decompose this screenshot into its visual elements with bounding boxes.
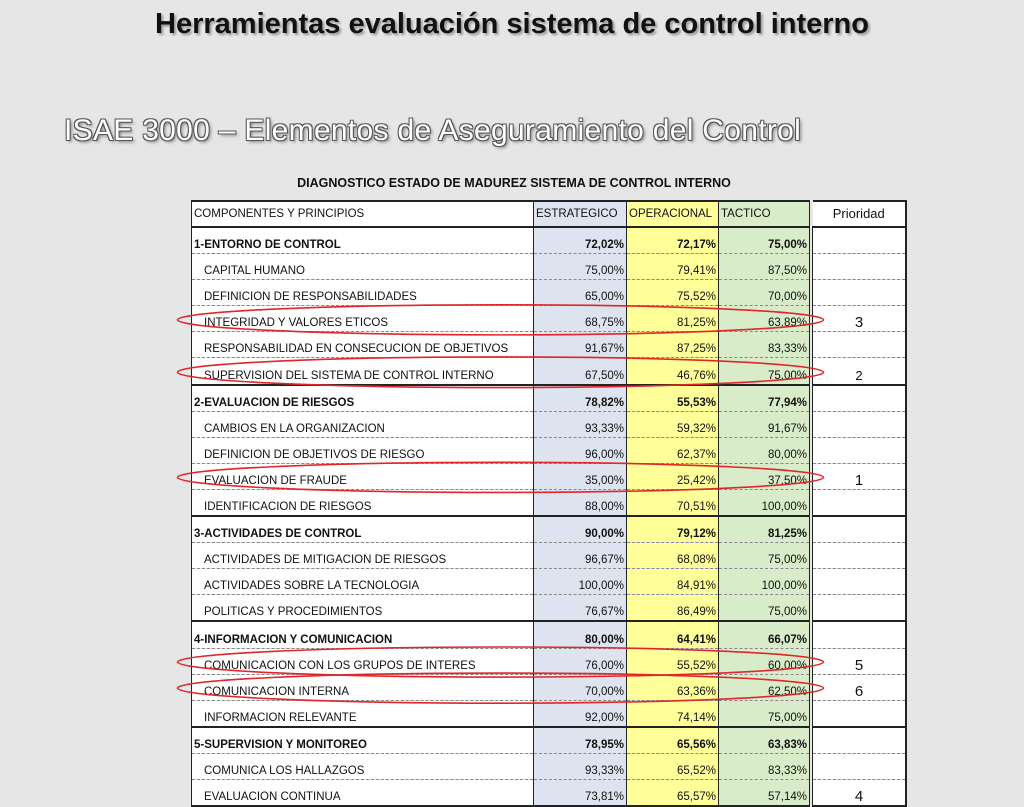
- row-tactico-cell: 83,33%: [719, 332, 810, 358]
- row-operacional-cell: 74,14%: [627, 700, 719, 727]
- row-estrategico-cell: 91,67%: [534, 332, 627, 358]
- row-prioridad-cell: [813, 227, 907, 254]
- row-tactico-cell: 75,00%: [719, 358, 810, 385]
- table-row: [192, 569, 907, 595]
- row-name-cell: DEFINICION DE RESPONSABILIDADES: [192, 280, 534, 306]
- table-row: [192, 358, 907, 385]
- table-row: [192, 280, 907, 306]
- row-name-cell: CAPITAL HUMANO: [192, 254, 534, 280]
- row-operacional-cell: 68,08%: [627, 543, 719, 569]
- row-tactico-cell: 63,89%: [719, 306, 810, 332]
- row-name-cell: POLITICAS Y PROCEDIMIENTOS: [192, 595, 534, 622]
- row-name-cell: EVALUACION DE FRAUDE: [192, 463, 534, 489]
- row-prioridad-cell: 5: [813, 648, 907, 674]
- row-name-cell: INTEGRIDAD Y VALORES ETICOS: [192, 306, 534, 332]
- row-name-cell: CAMBIOS EN LA ORGANIZACION: [192, 411, 534, 437]
- table-row: [192, 332, 907, 358]
- row-prioridad-cell: [813, 727, 907, 754]
- table-group-row: [192, 621, 907, 648]
- row-tactico-cell: 75,00%: [719, 227, 810, 254]
- row-tactico-cell: 75,00%: [719, 700, 810, 727]
- row-estrategico-cell: 93,33%: [534, 753, 627, 779]
- row-prioridad-cell: [813, 595, 907, 622]
- table-row: [192, 306, 907, 332]
- row-estrategico-cell: 68,75%: [534, 306, 627, 332]
- row-operacional-cell: 25,42%: [627, 463, 719, 489]
- row-prioridad-cell: [813, 332, 907, 358]
- row-prioridad-cell: [813, 543, 907, 569]
- row-name-cell: COMUNICACION CON LOS GRUPOS DE INTERES: [192, 648, 534, 674]
- row-name-cell: IDENTIFICACION DE RIESGOS: [192, 489, 534, 516]
- row-operacional-cell: 70,51%: [627, 489, 719, 516]
- row-operacional-cell: 86,49%: [627, 595, 719, 622]
- row-name-cell: 2-EVALUACION DE RIESGOS: [192, 385, 534, 412]
- row-tactico-cell: 81,25%: [719, 516, 810, 543]
- row-tactico-cell: 77,94%: [719, 385, 810, 412]
- row-estrategico-cell: 88,00%: [534, 489, 627, 516]
- row-operacional-cell: 62,37%: [627, 437, 719, 463]
- table-row: [192, 463, 907, 489]
- row-tactico-cell: 87,50%: [719, 254, 810, 280]
- row-prioridad-cell: 6: [813, 674, 907, 700]
- row-tactico-cell: 83,33%: [719, 753, 810, 779]
- row-tactico-cell: 37,50%: [719, 463, 810, 489]
- header-tactico: TACTICO: [719, 201, 810, 227]
- row-tactico-cell: 57,14%: [719, 779, 810, 806]
- table-row: [192, 648, 907, 674]
- row-operacional-cell: 59,32%: [627, 411, 719, 437]
- row-estrategico-cell: 72,02%: [534, 227, 627, 254]
- row-prioridad-cell: [813, 516, 907, 543]
- row-name-cell: COMUNICACION INTERNA: [192, 674, 534, 700]
- header-prioridad: Prioridad: [813, 201, 907, 227]
- row-operacional-cell: 87,25%: [627, 332, 719, 358]
- table-row: [192, 595, 907, 622]
- row-tactico-cell: 66,07%: [719, 621, 810, 648]
- row-prioridad-cell: 4: [813, 779, 907, 806]
- row-name-cell: 1-ENTORNO DE CONTROL: [192, 227, 534, 254]
- row-tactico-cell: 63,83%: [719, 727, 810, 754]
- row-tactico-cell: 80,00%: [719, 437, 810, 463]
- row-operacional-cell: 79,12%: [627, 516, 719, 543]
- row-prioridad-cell: [813, 489, 907, 516]
- row-operacional-cell: 72,17%: [627, 227, 719, 254]
- row-estrategico-cell: 70,00%: [534, 674, 627, 700]
- row-name-cell: EVALUACION CONTINUA: [192, 779, 534, 806]
- row-name-cell: INFORMACION RELEVANTE: [192, 700, 534, 727]
- row-name-cell: RESPONSABILIDAD EN CONSECUCION DE OBJETIVOS: [192, 332, 534, 358]
- row-estrategico-cell: 90,00%: [534, 516, 627, 543]
- row-estrategico-cell: 73,81%: [534, 779, 627, 806]
- table-row: [192, 753, 907, 779]
- row-operacional-cell: 64,41%: [627, 621, 719, 648]
- row-tactico-cell: 100,00%: [719, 569, 810, 595]
- maturity-table-container: [191, 200, 907, 807]
- row-estrategico-cell: 75,00%: [534, 254, 627, 280]
- table-group-row: [192, 516, 907, 543]
- row-name-cell: 3-ACTIVIDADES DE CONTROL: [192, 516, 534, 543]
- table-group-row: [192, 385, 907, 412]
- row-prioridad-cell: [813, 385, 907, 412]
- row-prioridad-cell: [813, 700, 907, 727]
- table-group-row: [192, 727, 907, 754]
- row-tactico-cell: 70,00%: [719, 280, 810, 306]
- row-estrategico-cell: 96,00%: [534, 437, 627, 463]
- row-estrategico-cell: 100,00%: [534, 569, 627, 595]
- row-operacional-cell: 81,25%: [627, 306, 719, 332]
- row-name-cell: SUPERVISION DEL SISTEMA DE CONTROL INTERNO: [192, 358, 534, 385]
- row-operacional-cell: 55,53%: [627, 385, 719, 412]
- row-estrategico-cell: 76,67%: [534, 595, 627, 622]
- row-operacional-cell: 46,76%: [627, 358, 719, 385]
- header-operacional: OPERACIONAL: [627, 201, 719, 227]
- row-prioridad-cell: 1: [813, 463, 907, 489]
- table-body: [192, 227, 907, 806]
- table-header-row: [192, 201, 907, 227]
- row-tactico-cell: 75,00%: [719, 595, 810, 622]
- slide-subtitle: ISAE 3000 – Elementos de Aseguramiento del Control: [64, 114, 802, 147]
- table-row: [192, 779, 907, 806]
- row-tactico-cell: 60,00%: [719, 648, 810, 674]
- row-operacional-cell: 75,52%: [627, 280, 719, 306]
- row-estrategico-cell: 80,00%: [534, 621, 627, 648]
- table-group-row: [192, 227, 907, 254]
- row-estrategico-cell: 93,33%: [534, 411, 627, 437]
- table-caption: DIAGNOSTICO ESTADO DE MADUREZ SISTEMA DE CONTROL INTERNO: [297, 176, 731, 190]
- row-estrategico-cell: 78,95%: [534, 727, 627, 754]
- slide-title: Herramientas evaluación sistema de control interno: [155, 8, 869, 40]
- table-row: [192, 489, 907, 516]
- row-name-cell: ACTIVIDADES SOBRE LA TECNOLOGIA: [192, 569, 534, 595]
- row-operacional-cell: 63,36%: [627, 674, 719, 700]
- table-row: [192, 411, 907, 437]
- row-name-cell: ACTIVIDADES DE MITIGACION DE RIESGOS: [192, 543, 534, 569]
- table-row: [192, 437, 907, 463]
- table-row: [192, 700, 907, 727]
- row-prioridad-cell: [813, 254, 907, 280]
- row-estrategico-cell: 92,00%: [534, 700, 627, 727]
- row-estrategico-cell: 35,00%: [534, 463, 627, 489]
- row-prioridad-cell: [813, 280, 907, 306]
- row-name-cell: DEFINICION DE OBJETIVOS DE RIESGO: [192, 437, 534, 463]
- row-estrategico-cell: 96,67%: [534, 543, 627, 569]
- row-estrategico-cell: 65,00%: [534, 280, 627, 306]
- table-row: [192, 674, 907, 700]
- row-operacional-cell: 65,52%: [627, 753, 719, 779]
- row-prioridad-cell: [813, 621, 907, 648]
- table-row: [192, 543, 907, 569]
- row-name-cell: 5-SUPERVISION Y MONITOREO: [192, 727, 534, 754]
- row-tactico-cell: 62,50%: [719, 674, 810, 700]
- row-estrategico-cell: 76,00%: [534, 648, 627, 674]
- row-tactico-cell: 91,67%: [719, 411, 810, 437]
- row-prioridad-cell: [813, 437, 907, 463]
- row-operacional-cell: 65,57%: [627, 779, 719, 806]
- maturity-table: [191, 200, 907, 807]
- row-prioridad-cell: [813, 411, 907, 437]
- row-prioridad-cell: 3: [813, 306, 907, 332]
- row-prioridad-cell: [813, 569, 907, 595]
- row-prioridad-cell: [813, 753, 907, 779]
- row-operacional-cell: 79,41%: [627, 254, 719, 280]
- row-prioridad-cell: 2: [813, 358, 907, 385]
- header-componentes: COMPONENTES Y PRINCIPIOS: [192, 201, 534, 227]
- row-tactico-cell: 100,00%: [719, 489, 810, 516]
- row-name-cell: 4-INFORMACION Y COMUNICACION: [192, 621, 534, 648]
- table-row: [192, 254, 907, 280]
- row-estrategico-cell: 67,50%: [534, 358, 627, 385]
- header-estrategico: ESTRATEGICO: [534, 201, 627, 227]
- row-operacional-cell: 65,56%: [627, 727, 719, 754]
- row-tactico-cell: 75,00%: [719, 543, 810, 569]
- row-name-cell: COMUNICA LOS HALLAZGOS: [192, 753, 534, 779]
- row-operacional-cell: 84,91%: [627, 569, 719, 595]
- row-operacional-cell: 55,52%: [627, 648, 719, 674]
- row-estrategico-cell: 78,82%: [534, 385, 627, 412]
